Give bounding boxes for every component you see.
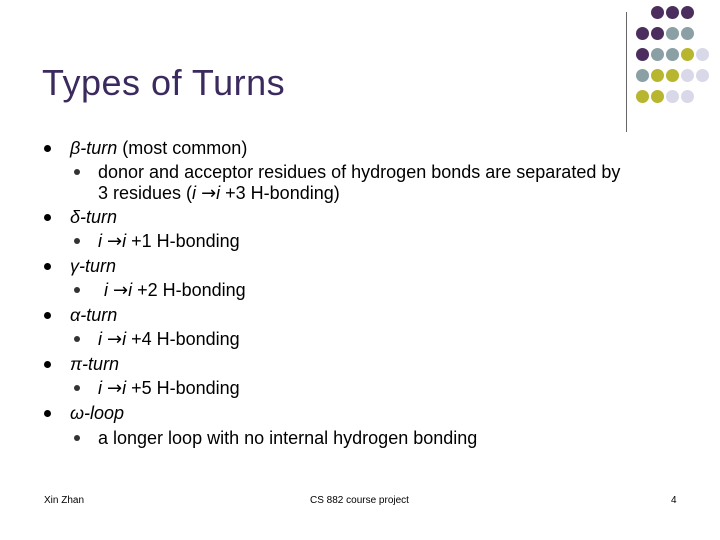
bullet-marker	[44, 409, 51, 420]
sub-bullet-marker	[74, 384, 80, 393]
footer-course: CS 882 course project	[310, 495, 409, 506]
sub-bullet-marker	[74, 286, 80, 295]
sub-bullet-marker	[74, 168, 80, 177]
arrow-icon: →	[107, 378, 123, 399]
list-item-gamma-turn: γ-turn	[70, 256, 117, 276]
sub-item-gamma-bonding: i →i +2 H-bonding	[104, 280, 246, 301]
list-item-beta-turn: β-turn (most common)	[70, 138, 248, 158]
list-item-alpha-turn: α-turn	[70, 305, 118, 325]
sub-item-pi-bonding: i →i +5 H-bonding	[98, 378, 240, 399]
bullet-marker	[44, 262, 51, 273]
sub-bullet-marker	[74, 335, 80, 344]
arrow-icon: →	[201, 183, 217, 204]
sub-item-alpha-bonding: i →i +4 H-bonding	[98, 329, 240, 350]
footer-author: Xin Zhan	[44, 495, 85, 506]
arrow-icon: →	[107, 231, 123, 252]
sub-item-delta-bonding: i →i +1 H-bonding	[98, 231, 240, 252]
sub-bullet-marker	[74, 434, 80, 443]
sub-item-beta-description: donor and acceptor residues of hydrogen bonds are separated by	[98, 162, 621, 182]
slide-title: Types of Turns	[42, 62, 286, 103]
page-number: 4	[671, 495, 677, 506]
arrow-icon: →	[113, 280, 129, 301]
sub-item-omega-description: a longer loop with no internal hydrogen bonding	[98, 428, 478, 448]
bullet-marker	[44, 213, 51, 224]
sub-item-beta-bonding: 3 residues (i →i +3 H-bonding)	[98, 183, 340, 204]
list-item-delta-turn: δ-turn	[70, 207, 118, 227]
arrow-icon: →	[107, 329, 123, 350]
bullet-marker	[44, 360, 51, 371]
list-item-pi-turn: π-turn	[70, 354, 120, 374]
bullet-marker	[44, 144, 51, 155]
bullet-marker	[44, 311, 51, 322]
list-item-omega-loop: ω-loop	[70, 403, 125, 423]
sub-bullet-marker	[74, 237, 80, 246]
